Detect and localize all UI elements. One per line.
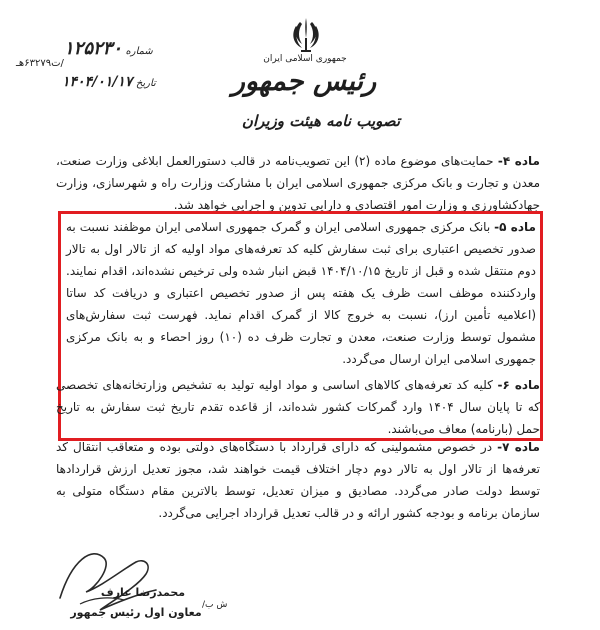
article-4-heading: ماده ۴- [497,154,540,168]
article-6 [56,374,540,440]
emblem-caption: جمهوری اسلامی ایران [263,54,347,64]
number-value: ۱۲۵۲۳۰ [64,38,123,59]
letterhead-subtitle: تصویب نامه هیئت وزیران [241,112,401,130]
article-5 [66,216,536,370]
letter-date [62,74,156,90]
signatory-title: معاون اول رئیس جمهور [70,606,202,619]
signature-prefix: ش ب/ [202,600,228,610]
article-4 [56,150,540,216]
date-label: تاریخ [135,78,156,89]
article-7-heading: ماده ۷- [497,440,540,454]
letterhead-title: رئیس جمهور [231,66,377,97]
letter-number [64,38,153,59]
iran-emblem-icon [290,16,322,56]
signatory-name: محمدرضا عارف [100,586,186,599]
article-6-heading: ماده ۶- [497,378,540,392]
date-value: ۱۴۰۴/۰۱/۱۷ [62,74,133,90]
letter-reference: /ت۶۳۲۷۹هـ [16,58,64,69]
article-6-text: کلیه کد تعرفه‌های کالاهای اساسی و مواد اولیه تولید به تشخیص وزارتخانه‌های تخصصی که تا پایان سال ۱۴۰۴ وارد گمرکات کشور شده‌اند، از قاعده تقدم تاریخ ثبت سفارش به تاریخ حمل (بارنامه) معاف می‌باشند. [56,378,541,436]
article-4-text: حمایت‌های موضوع ماده (۲) این تصویب‌نامه در قالب دستورالعمل ابلاغی وزارت صنعت، معدن و تجارت و بانک مرکزی جمهوری اسلامی ایران با مشارکت وزارت راه و شهرسازی، وزارت جهادکشاورزی و وزارت امور اقتصادی و دارایی تدوین و اجرایی خواهد شد. [56,154,540,212]
article-7-text: در خصوص مشمولینی که دارای قرارداد با دستگاه‌های دولتی بوده و متعاقب انتقال کد تعرفه‌ها از تالار اول به تالار دوم دچار اختلاف قیمت خواهند شد، مجوز تعدیل ارزش قراردادها توسط دولت صادر می‌گردد. مصادیق و میزان تعدیل، توسط بالاترین مقام دستگاه متولی به سازمان برنامه و بودجه کشور ارائه و در قالب تعدیل قرارداد اجرایی می‌گردد. [56,440,540,520]
article-5-heading: ماده ۵- [494,220,536,234]
number-label: شماره [125,46,153,57]
article-5-text: بانک مرکزی جمهوری اسلامی ایران و گمرک جمهوری اسلامی ایران موظفند نسبت به صدور تخصیص اعتباری برای ثبت سفارش کلیه کد تعرفه‌های مواد اولیه که از تالار اول به تالار دوم منتقل شده و قبل از تاریخ ۱۴۰۴/۱۰/۱۵ قبض انبار شده ولی ترخیص نشده‌اند، اقدام نمایند. واردکننده موظف است ظرف یک هفته پس از صدور تخصیص اعتباری و دریافت کد ساتا (اعلامیه تأمین ارز)، نسبت به خروج کالا از گمرک اقدام نماید. فهرست ثبت سفارش‌های مشمول توسط وزارت صنعت، معدن و تجارت ظرف ده (۱۰) روز احصاء و به بانک مرکزی جمهوری اسلامی ایران ارسال می‌گردد. [66,220,537,366]
article-7 [56,436,540,524]
